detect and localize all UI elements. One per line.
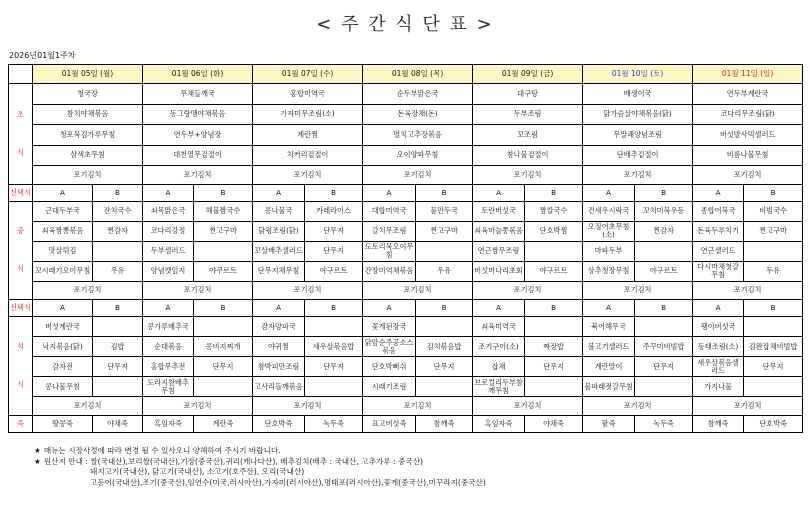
menu-cell-b	[93, 317, 143, 337]
menu-cell: 단배추겉절이	[583, 145, 693, 166]
porridge-a: 팥죽	[583, 415, 635, 432]
menu-cell-a: 버섯머나리초회	[473, 261, 525, 281]
corner-cell	[9, 65, 33, 84]
menu-cell-b	[744, 317, 803, 337]
weekly-menu-table	[8, 64, 803, 433]
porridge-a: 흑임자죽	[473, 415, 525, 432]
week-label: 2026년01월1주차	[9, 51, 76, 60]
menu-cell-b: 해물짬국수	[194, 201, 253, 221]
choice-b-label: B	[744, 300, 803, 317]
kimchi-cell: 포기김치	[693, 397, 803, 416]
menu-cell-b: 잔치국수	[93, 201, 143, 221]
choice-a-label: A	[143, 184, 194, 201]
choice-a-label: A	[693, 184, 744, 201]
menu-cell-a: 꼬살배추샐러드	[253, 241, 305, 261]
menu-cell-a: 순대볶음	[143, 337, 194, 357]
menu-cell-b	[93, 377, 143, 397]
choice-a-label: A	[363, 184, 416, 201]
menu-cell: 두부조림	[473, 104, 583, 125]
menu-cell-a: 홍합무추전	[143, 357, 194, 377]
menu-cell-b: 단무지	[416, 357, 473, 377]
menu-cell-b: 야쿠르트	[194, 261, 253, 281]
menu-cell-b	[635, 241, 693, 261]
meal-label-top: 석	[17, 341, 24, 351]
kimchi-cell: 포기김치	[253, 166, 363, 185]
kimchi-cell: 포기김치	[473, 397, 583, 416]
menu-cell-b: 카레라이스	[305, 201, 363, 221]
menu-cell-a: 쇠육마늘쫑볶음	[473, 221, 525, 241]
choice-b-label: B	[744, 184, 803, 201]
menu-cell-a: 버섯계란국	[33, 317, 93, 337]
menu-cell-b: 단무지	[744, 357, 803, 377]
choice-b-label: B	[525, 300, 583, 317]
menu-cell: 참치야채볶음	[33, 104, 143, 125]
menu-cell-a: 양념깻잎지	[143, 261, 194, 281]
kimchi-cell: 포기김치	[583, 166, 693, 185]
menu-cell: 돈육장채(돈)	[363, 104, 473, 125]
menu-cell-b: 김완잡채비빔밥	[744, 337, 803, 357]
choice-b-label: B	[416, 300, 473, 317]
kimchi-cell: 포기김치	[363, 397, 473, 416]
menu-cell: 순두부맑은국	[363, 84, 473, 105]
choice-a-label: A	[33, 300, 93, 317]
choice-a-label: A	[253, 300, 305, 317]
kimchi-cell: 포기김치	[693, 166, 803, 185]
menu-cell: 비름나물무침	[693, 145, 803, 166]
menu-cell-b: 야구르트	[525, 261, 583, 281]
porridge-a: 흑임자죽	[143, 415, 194, 432]
menu-cell-b	[305, 377, 363, 397]
menu-cell-a: 동태조림(소)	[693, 337, 744, 357]
choice-b-label: B	[93, 300, 143, 317]
choice-b-label: B	[635, 300, 693, 317]
porridge-b: 단호박죽	[744, 415, 803, 432]
kimchi-cell: 포기김치	[583, 397, 693, 416]
menu-cell-b: 우유	[416, 261, 473, 281]
choice-b-label: B	[194, 300, 253, 317]
menu-cell-a: 단호박뻐쉬	[363, 357, 416, 377]
menu-cell-b: 단무지	[305, 241, 363, 261]
menu-cell-b: 우유	[93, 261, 143, 281]
menu-cell-b: 야구르트	[635, 261, 693, 281]
menu-cell-b: 두유	[744, 261, 803, 281]
menu-cell-b	[525, 317, 583, 337]
dinner-label	[9, 317, 33, 416]
kimchi-cell: 포기김치	[363, 281, 473, 300]
menu-cell: 청포묵김가루무침	[33, 125, 143, 146]
menu-cell-b	[194, 377, 253, 397]
menu-cell-a: 도토리묵오이무침	[363, 241, 416, 261]
menu-cell-a: 간장미역채볶음	[363, 261, 416, 281]
menu-cell-a: 시래기조림	[363, 377, 416, 397]
menu-cell-a: 콩나물국	[253, 201, 305, 221]
menu-cell-a: 새우살볶음샐러드	[693, 357, 744, 377]
menu-cell-b	[525, 377, 583, 397]
menu-cell-a: 코다리강정	[143, 221, 194, 241]
choice-b-label: B	[305, 184, 363, 201]
menu-cell-a: 꽃게된장국	[363, 317, 416, 337]
day-header: 01월 08일 (목)	[363, 65, 473, 84]
menu-cell-b: 단무지	[305, 357, 363, 377]
menu-cell-b: 단무지	[194, 357, 253, 377]
porridge-b: 참깨죽	[416, 415, 473, 432]
menu-cell: 참나물겉절이	[473, 145, 583, 166]
menu-cell-a: 도라지참배추무침	[143, 377, 194, 397]
kimchi-cell: 포기김치	[143, 281, 253, 300]
meal-label-top: 조	[17, 109, 24, 119]
menu-cell-b: 짜장밥	[525, 337, 583, 357]
note-origin-fish: 고등어(국내산),조기(중국산),임연수(미국,러시아산),가자미(러시아산),명태포(러시아산),꽃게(중국산),미꾸라지(중국산)	[90, 477, 486, 487]
kimchi-cell: 포기김치	[143, 397, 253, 416]
menu-cell: 버섯발사믹샐러드	[693, 125, 803, 146]
choice-a-label: A	[583, 300, 635, 317]
menu-cell-b: 찐고구마	[194, 221, 253, 241]
kimchi-cell: 포기김치	[33, 397, 143, 416]
porridge-a: 땅콩죽	[33, 415, 93, 432]
porridge-b: 계란죽	[194, 415, 253, 432]
menu-cell-a: 쇠육미역국	[473, 317, 525, 337]
menu-cell-a: 다시마채첫갈무침	[693, 261, 744, 281]
menu-cell: 치커리겉절이	[253, 145, 363, 166]
menu-cell-a: 갈치무조림	[363, 221, 416, 241]
menu-cell-a: 연근쌈무조림	[473, 241, 525, 261]
day-header: 01월 07일 (수)	[253, 65, 363, 84]
menu-cell-b	[93, 241, 143, 261]
menu-cell-a: 브로컬리두부참깨무침	[474, 377, 523, 395]
porridge-b: 야채죽	[525, 415, 583, 432]
star-icon: ★	[34, 446, 41, 455]
menu-cell-a: 토란버섯국	[473, 201, 525, 221]
meal-label-bottom: 식	[17, 379, 24, 389]
choice-b-label: B	[194, 184, 253, 201]
menu-cell-b: 새우살볶음밥	[305, 337, 363, 357]
menu-cell: 꼬조림	[473, 125, 583, 146]
breakfast-label	[9, 84, 33, 185]
star-icon: ★	[34, 456, 41, 466]
menu-cell-b: 주꾸미비빔밥	[635, 337, 693, 357]
menu-cell-a: 북어해무국	[583, 317, 635, 337]
menu-cell: 닭가슴살야채볶음(닭)	[583, 104, 693, 125]
kimchi-cell: 포기김치	[253, 281, 363, 300]
menu-cell: 대구탕	[473, 84, 583, 105]
day-header: 01월 05일 (월)	[33, 65, 143, 84]
menu-cell: 무말쾌양념조림	[583, 125, 693, 146]
menu-cell-a: 조기구이(소)	[473, 337, 525, 357]
menu-cell-b: 단무지	[93, 357, 143, 377]
note-origin-meat: 돼지고기(국내산), 닭고기(국내산), 소고기(호주산), 오리(국내산)	[90, 467, 305, 476]
menu-cell-a: 꼬시래기오이무침	[33, 261, 93, 281]
menu-cell: 무채들깨국	[143, 84, 253, 105]
menu-cell-a: 근대두부국	[33, 201, 93, 221]
menu-cell-a: 감자전	[33, 357, 93, 377]
porridge-b: 야채죽	[93, 415, 143, 432]
menu-cell-b	[416, 317, 473, 337]
kimchi-cell: 포기김치	[33, 281, 143, 300]
menu-cell-b: 김치볶음밥	[416, 337, 473, 357]
choice-b-label: B	[93, 184, 143, 201]
menu-cell-a: 낙지볶음(닭)	[33, 337, 93, 357]
menu-cell-b: 단무지	[635, 357, 693, 377]
menu-cell-a: 종합어묵국	[693, 201, 744, 221]
night-label: 죽	[9, 415, 33, 432]
choice-b-label: B	[635, 184, 693, 201]
menu-cell-b	[744, 377, 803, 397]
menu-cell: 계란찜	[253, 125, 363, 146]
menu-cell-b	[194, 317, 253, 337]
menu-cell: 연두부+양념장	[143, 125, 253, 146]
choice-a-label: A	[33, 184, 93, 201]
note-menu-change: ★ 매뉴는 시장사정에 따라 변경 될 수 있사오니 양해하여 주시기 바랍니다.	[34, 446, 281, 455]
menu-cell: 대천열무겉절이	[143, 145, 253, 166]
choice-b-label: B	[305, 300, 363, 317]
menu-cell: 멸치고추장볶음	[363, 125, 473, 146]
menu-cell-a: 두부샐러드	[143, 241, 194, 261]
menu-cell-b	[744, 241, 803, 261]
menu-cell-b	[416, 241, 473, 261]
choice-label: 선택식	[9, 300, 33, 317]
menu-cell-b: 찐고구마	[416, 221, 473, 241]
menu-cell-a: 불고기샐러드	[583, 337, 635, 357]
menu-cell-b: 물만두국	[416, 201, 473, 221]
menu-cell-b: 야구르트	[305, 261, 363, 281]
menu-cell-b: 김밥	[93, 337, 143, 357]
menu-cell: 오이양파무침	[363, 145, 473, 166]
menu-cell: 연두부계란국	[693, 84, 803, 105]
menu-cell-a: 닭앞순주공소스볶음	[363, 337, 416, 357]
meal-label-top: 중	[17, 226, 24, 236]
notes	[34, 446, 486, 488]
menu-cell-b	[635, 377, 693, 397]
menu-cell: 동그랑땡야채볶음	[143, 104, 253, 125]
choice-a-label: A	[473, 184, 525, 201]
choice-a-label: A	[143, 300, 194, 317]
menu-cell-b: 찐감자	[93, 221, 143, 241]
menu-cell-a: 콩가루배추국	[143, 317, 194, 337]
menu-cell-a: 쇠목맑은국	[143, 201, 194, 221]
day-header: 01월 09일 (금)	[473, 65, 583, 84]
meal-label-bottom: 식	[17, 264, 24, 274]
choice-a-label: A	[253, 184, 305, 201]
menu-cell: 코다리무조림(닭)	[693, 104, 803, 125]
kimchi-cell: 포기김치	[473, 166, 583, 185]
menu-cell-a: 단무지채무침	[253, 261, 305, 281]
menu-cell-a: 쇠육짬뽕볶음	[33, 221, 93, 241]
menu-cell: 삼색초무침	[33, 145, 143, 166]
menu-cell: 홍합미역국	[253, 84, 363, 105]
menu-cell-b: 찐감자	[635, 221, 693, 241]
menu-cell-a: 물파래젓갈무침	[583, 377, 635, 397]
note-origin: ★ 원산지 안내 : 쌀(국내산),보리쌀(국내산),기장(중국산),귀리(캐나다산), 배추김치(배추 : 국내산, 고추가루 : 중국산)	[34, 456, 423, 466]
menu-cell-b: 단무지	[305, 221, 363, 241]
menu-cell-b: 단무지	[525, 357, 583, 377]
kimchi-cell: 포기김치	[253, 397, 363, 416]
menu-cell-b: 찐고구마	[744, 221, 803, 241]
kimchi-cell: 포기김치	[143, 166, 253, 185]
choice-b-label: B	[416, 184, 473, 201]
porridge-a: 단호박죽	[253, 415, 305, 432]
menu-cell-b	[416, 377, 473, 397]
choice-a-label: A	[363, 300, 416, 317]
menu-cell-b	[305, 317, 363, 337]
choice-a-label: A	[473, 300, 525, 317]
menu-cell-a: 돈육두루치기	[693, 221, 744, 241]
menu-cell-a: 팽이버섯국	[693, 317, 744, 337]
menu-cell-a: 가지나물	[693, 377, 744, 397]
kimchi-cell: 포기김치	[473, 281, 583, 300]
menu-cell-a: 맛살튀김	[33, 241, 93, 261]
menu-cell-a: 콩나물무침	[33, 377, 93, 397]
menu-cell-a: 대합미역국	[363, 201, 416, 221]
menu-cell-a: 계란말이	[583, 357, 635, 377]
menu-cell: 가자미무조림(소)	[253, 104, 363, 125]
lunch-label	[9, 201, 33, 300]
page-title: < 주 간 식 단 표 >	[316, 14, 494, 35]
choice-a-label: A	[693, 300, 744, 317]
day-header: 01월 11일 (일)	[693, 65, 803, 84]
menu-cell-a: 오징어초무침(소)	[583, 221, 635, 241]
choice-label: 선택식	[9, 184, 33, 201]
menu-cell-b: 비빔국수	[744, 201, 803, 221]
menu-cell-a: 참박피만조림	[253, 357, 305, 377]
choice-b-label: B	[525, 184, 583, 201]
menu-cell-a: 야귀찜	[253, 337, 305, 357]
kimchi-cell: 포기김치	[583, 281, 693, 300]
menu-cell-b	[635, 317, 693, 337]
choice-a-label: A	[583, 184, 635, 201]
menu-cell-b: 콩비지찌개	[194, 337, 253, 357]
menu-cell: 청국장	[33, 84, 143, 105]
menu-cell-a: 상추청장무침	[583, 261, 635, 281]
kimchi-cell: 포기김치	[693, 281, 803, 300]
day-header: 01월 06일 (화)	[143, 65, 253, 84]
menu-cell-a: 닭윙조림(닭)	[253, 221, 305, 241]
porridge-a: 참깨죽	[693, 415, 744, 432]
menu-cell-a: 잡채	[473, 357, 525, 377]
menu-cell: 배생이국	[583, 84, 693, 105]
porridge-a: 표고버섯죽	[363, 415, 416, 432]
menu-cell-a: 건새우시락국	[583, 201, 635, 221]
kimchi-cell: 포기김치	[33, 166, 143, 185]
menu-cell-b: 짬칼국수	[525, 201, 583, 221]
menu-cell-b	[525, 241, 583, 261]
menu-cell-b: 단호박찜	[525, 221, 583, 241]
porridge-b: 녹두죽	[305, 415, 363, 432]
menu-cell-a: 연근샐러드	[693, 241, 744, 261]
menu-cell-b	[194, 241, 253, 261]
menu-cell-a: 감자양파국	[253, 317, 305, 337]
menu-cell-b: 꼬치미묵우동	[635, 201, 693, 221]
menu-cell-a: 고사리들깨볶음	[253, 377, 305, 397]
meal-label-bottom: 식	[17, 147, 24, 157]
menu-cell-a: 마파두부	[583, 241, 635, 261]
day-header: 01월 10일 (토)	[583, 65, 693, 84]
kimchi-cell: 포기김치	[363, 166, 473, 185]
porridge-b: 녹두죽	[635, 415, 693, 432]
